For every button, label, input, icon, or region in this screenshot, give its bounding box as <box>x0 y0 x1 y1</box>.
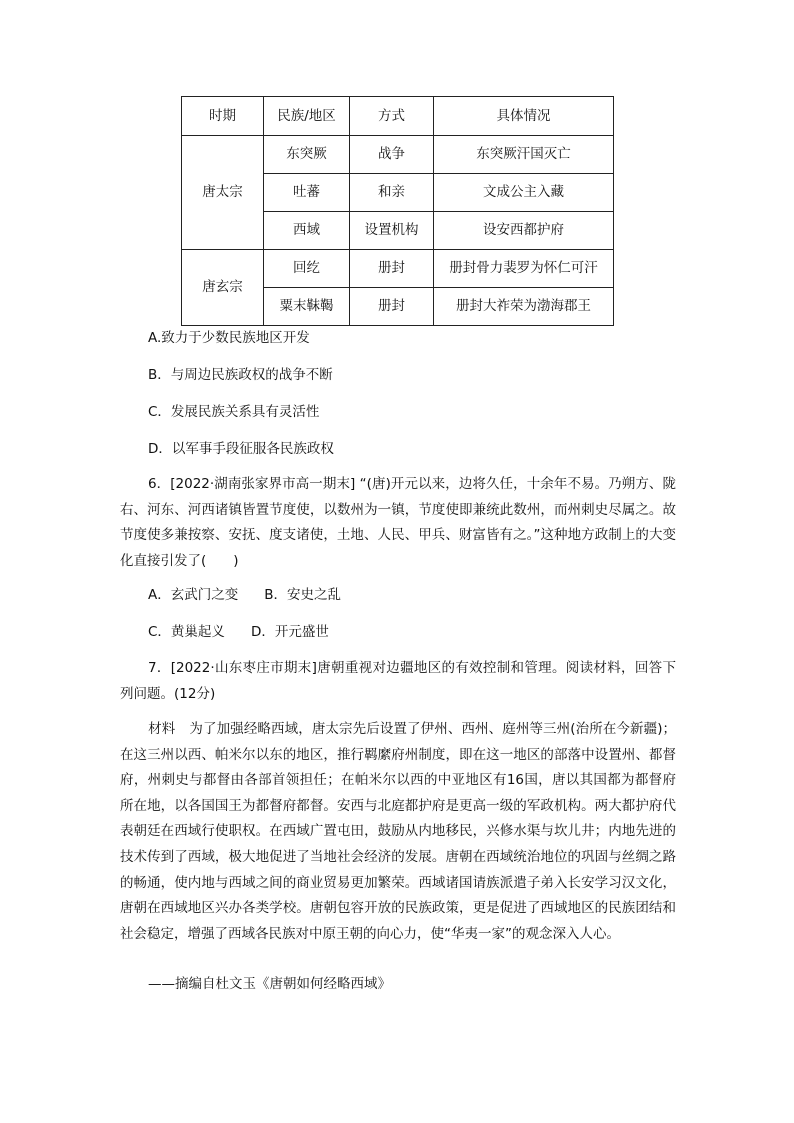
q6-option-b[interactable]: B．安史之乱 <box>264 587 342 603</box>
region-cell: 东突厥 <box>264 136 350 174</box>
method-cell: 册封 <box>350 250 434 288</box>
region-cell: 吐蕃 <box>264 174 350 212</box>
detail-cell: 东突厥汗国灭亡 <box>434 136 614 174</box>
material-source: ——摘编自杜文玉《唐朝如何经略西域》 <box>148 976 391 992</box>
detail-cell: 册封大祚荣为渤海郡王 <box>434 288 614 326</box>
method-cell: 战争 <box>350 136 434 174</box>
material-text: 为了加强经略西域，唐太宗先后设置了伊州、西州、庭州等三州(治所在今新疆)；在这三州以西、帕米尔以东的地区，推行羁縻府州制度，即在这一地区的部落中设置州、都督府，州刺史与都督由各部首领担任；在帕米尔以西的中亚地区有16国，唐以其国都为都督府所在地，以各国国王为都督府都督。安西与北庭都护府是更高一级的军政机构。两大都护府代表朝廷在西域行使职权。在西域广置屯田，鼓励从内地移民，兴修水渠与坎儿井；内地先进的技术传到了西域，极大地促进了当地社会经济的发展。唐朝在西域统治地位的巩固与丝绸之路的畅通，使内地与西域之间的商业贸易更加繁荣。西域诸国请族派遣子弟入长安学习汉文化，唐朝在西域地区兴办各类学校。唐朝包容开放的民族政策，更是促进了西域地区的民族团结和社会稳定，增强了西域各民族对中原王朝的向心力，使“华夷一家”的观念深入人心。 <box>120 721 676 942</box>
q6-options-row-2 <box>148 622 329 642</box>
method-cell: 设置机构 <box>350 212 434 250</box>
ethnic-relations-table <box>181 96 614 326</box>
q5-option-d[interactable]: D．以军事手段征服各民族政权 <box>148 441 334 457</box>
q6-options-row-1 <box>148 585 341 605</box>
q6-option-a[interactable]: A．玄武门之变 <box>148 587 239 603</box>
q6-stem <box>120 472 676 574</box>
period-cell-xuanzong: 唐玄宗 <box>182 250 264 326</box>
q6-option-c[interactable]: C．黄巢起义 <box>148 624 225 640</box>
q6-stem-text: 6．[2022·湖南张家界市高一期末] “(唐)开元以来，边将久任，十余年不易。乃朔方、陇右、河东、河西诸镇皆置节度使，以数州为一镇，节度使即兼统此数州，而州刺史尽属之。故节度使多兼按察、安抚、度支诸使，土地、人民、甲兵、财富皆有之。”这种地方政制上的大变化直接引发了( ) <box>120 476 676 569</box>
table-row <box>182 250 614 288</box>
table-header-row <box>182 97 614 136</box>
header-region: 民族/地区 <box>264 97 350 136</box>
detail-cell: 文成公主入藏 <box>434 174 614 212</box>
method-cell: 册封 <box>350 288 434 326</box>
q7-stem <box>120 656 676 707</box>
header-method: 方式 <box>350 97 434 136</box>
material-label: 材料 <box>148 721 176 737</box>
region-cell: 西域 <box>264 212 350 250</box>
detail-cell: 设安西都护府 <box>434 212 614 250</box>
table-row <box>182 136 614 174</box>
detail-cell: 册封骨力裴罗为怀仁可汗 <box>434 250 614 288</box>
method-cell: 和亲 <box>350 174 434 212</box>
header-detail: 具体情况 <box>434 97 614 136</box>
period-cell-taizong: 唐太宗 <box>182 136 264 250</box>
q5-option-c[interactable]: C．发展民族关系具有灵活性 <box>148 404 320 420</box>
q7-material <box>120 717 676 947</box>
region-cell: 粟末靺鞨 <box>264 288 350 326</box>
q7-stem-text: 7．[2022·山东枣庄市期末]唐朝重视对边疆地区的有效控制和管理。阅读材料，回答下列问题。(12分) <box>120 660 676 702</box>
header-period: 时期 <box>182 97 264 136</box>
q5-option-a[interactable]: A.致力于少数民族地区开发 <box>148 330 310 346</box>
q6-option-d[interactable]: D．开元盛世 <box>250 624 329 640</box>
region-cell: 回纥 <box>264 250 350 288</box>
q5-option-b[interactable]: B．与周边民族政权的战争不断 <box>148 367 333 383</box>
